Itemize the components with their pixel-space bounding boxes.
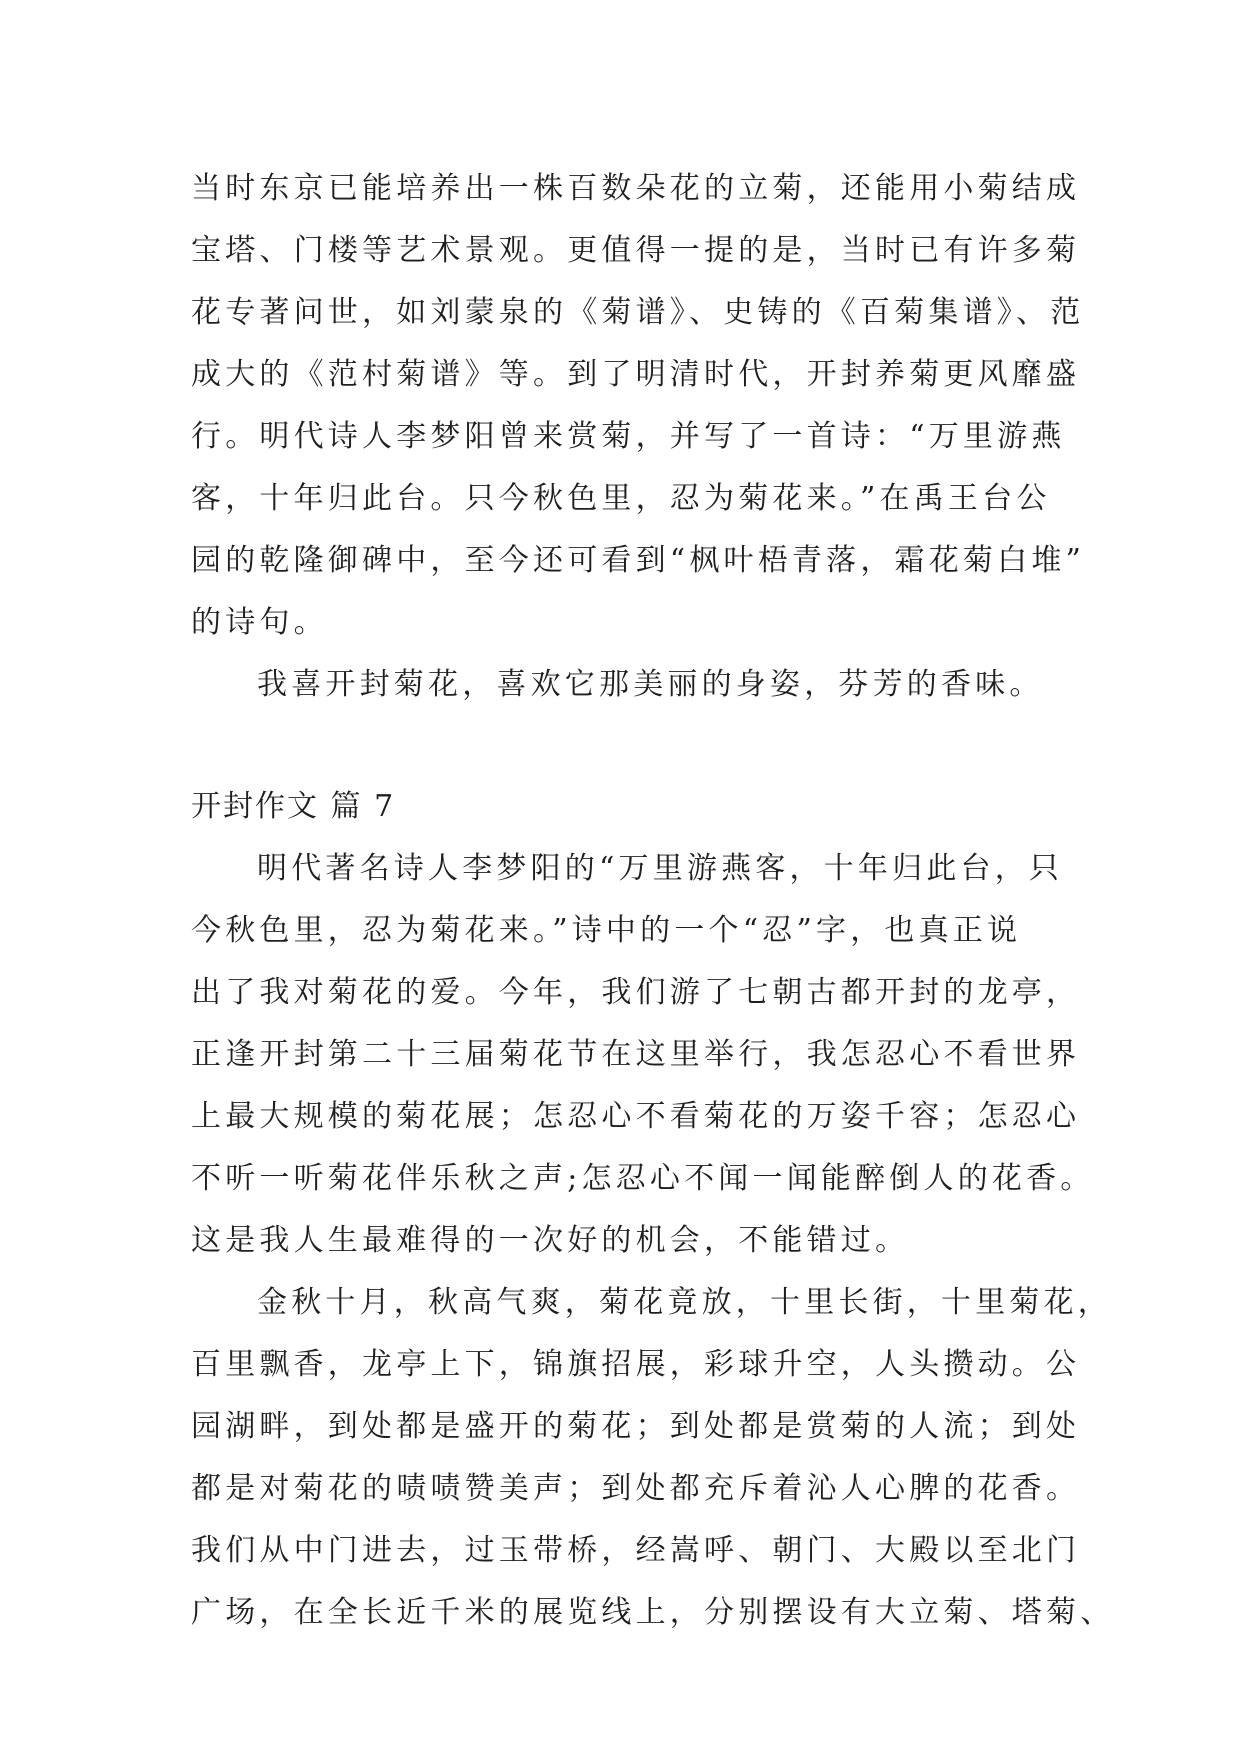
text-line: 广场，在全长近千米的展览线上，分别摆设有大立菊、塔菊、 bbox=[191, 1595, 1115, 1630]
text-line: 这是我人生最难得的一次好的机会，不能错过。 bbox=[191, 1223, 910, 1258]
paragraph bbox=[191, 1272, 1115, 1644]
text-line: 花专著问世，如刘蒙泉的《菊谱》、史铸的《百菊集谱》、范 bbox=[191, 295, 1085, 330]
text-line: 园湖畔，到处都是盛开的菊花；到处都是赏菊的人流；到处 bbox=[191, 1409, 1081, 1444]
document-body bbox=[191, 158, 1115, 1644]
section-title: 开封作文 篇 7 bbox=[191, 789, 396, 824]
text-line: 当时东京已能培养出一株百数朵花的立菊，还能用小菊结成 bbox=[191, 171, 1081, 206]
text-line: 百里飘香，龙亭上下，锦旗招展，彩球升空，人头攒动。公 bbox=[191, 1347, 1081, 1382]
text-line: 明代著名诗人李梦阳的“万里游燕客，十年归此台，只 bbox=[257, 851, 1064, 886]
paragraph bbox=[191, 158, 1086, 654]
text-line: 行。明代诗人李梦阳曾来赏菊，并写了一首诗：“万里游燕 bbox=[191, 419, 1066, 454]
text-line: 成大的《范村菊谱》等。到了明清时代，开封养菊更风靡盛 bbox=[191, 357, 1081, 392]
text-line: 的诗句。 bbox=[191, 605, 328, 640]
text-line: 正逢开封第二十三届菊花节在这里举行，我怎忍心不看世界 bbox=[191, 1037, 1081, 1072]
text-line: 金秋十月，秋高气爽，菊花竟放，十里长街，十里菊花， bbox=[257, 1285, 1112, 1320]
text-line: 我们从中门进去，过玉带桥，经嵩呼、朝门、大殿以至北门 bbox=[191, 1533, 1081, 1568]
paragraph bbox=[191, 654, 1053, 716]
text-line: 都是对菊花的啧啧赞美声；到处都充斥着沁人心脾的花香。 bbox=[191, 1471, 1081, 1506]
text-line: 我喜开封菊花，喜欢它那美丽的身姿，芬芳的香味。 bbox=[257, 667, 1044, 702]
text-line: 客，十年归此台。只今秋色里，忍为菊花来。”在禹王台公 bbox=[191, 481, 1051, 516]
section-spacer bbox=[191, 716, 1053, 776]
text-line: 出了我对菊花的爱。今年，我们游了七朝古都开封的龙亭， bbox=[191, 975, 1081, 1010]
text-line: 园的乾隆御碑中，至今还可看到“枫叶梧青落，霜花菊白堆” bbox=[191, 543, 1086, 578]
text-line: 宝塔、门楼等艺术景观。更值得一提的是，当时已有许多菊 bbox=[191, 233, 1081, 268]
paragraph bbox=[191, 838, 1095, 1272]
text-line: 今秋色里，忍为菊花来。”诗中的一个“忍”字，也真正说 bbox=[191, 913, 1022, 948]
text-line: 上最大规模的菊花展；怎忍心不看菊花的万姿千容；怎忍心 bbox=[191, 1099, 1081, 1134]
text-line: 不听一听菊花伴乐秋之声;怎忍心不闻一闻能醉倒人的花香。 bbox=[191, 1161, 1095, 1196]
